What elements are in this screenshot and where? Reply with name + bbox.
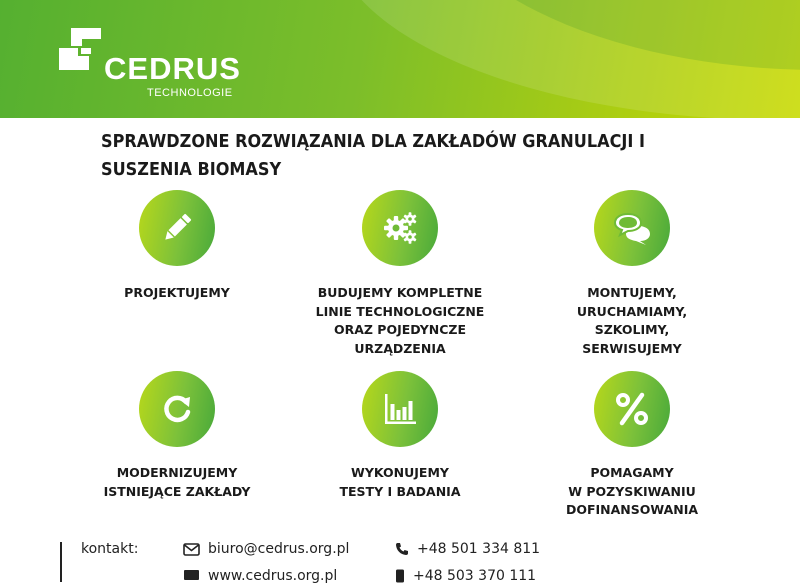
phone-1-text: +48 501 334 811: [417, 541, 541, 557]
brand-subtitle: TECHNOLOGIE: [147, 87, 233, 99]
contact-phone-1[interactable]: [395, 541, 540, 557]
service-icon-circle: [362, 371, 438, 447]
header-banner: [0, 0, 800, 118]
contact-label: kontakt:: [81, 541, 139, 557]
service-testing: [295, 371, 505, 501]
service-icon-circle: [594, 371, 670, 447]
service-icon-circle: [139, 371, 215, 447]
contact-divider: [60, 542, 62, 582]
service-modernize: [72, 371, 282, 501]
service-funding: [527, 371, 737, 520]
website-text: www.cedrus.org.pl: [208, 568, 338, 584]
percent-icon: [612, 389, 652, 429]
service-build: [295, 190, 505, 358]
email-text: biuro@cedrus.org.pl: [208, 541, 350, 557]
pencil-icon: [157, 208, 197, 248]
bar-chart-icon: [380, 389, 420, 429]
page-headline: SPRAWDZONE ROZWIĄZANIA DLA ZAKŁADÓW GRANULACJI I SUSZENIA BIOMASY: [101, 132, 645, 180]
contact-phone-2[interactable]: [395, 568, 536, 584]
gears-icon: [380, 208, 420, 248]
service-label: MONTUJEMY, URUCHAMIAMY, SZKOLIMY, SERWISUJEMY: [576, 285, 688, 356]
mobile-phone-icon: [395, 569, 405, 583]
chat-bubbles-icon: [612, 208, 652, 248]
logo-mark-icon: [57, 26, 103, 72]
service-install: [527, 190, 737, 358]
service-label: PROJEKTUJEMY: [124, 285, 230, 300]
service-label: POMAGAMY W POZYSKIWANIU DOFINANSOWANIA: [565, 465, 699, 517]
refresh-icon: [157, 389, 197, 429]
service-label: BUDUJEMY KOMPLETNE LINIE TECHNOLOGICZNE ORAZ POJEDYNCZE URZĄDZENIA: [315, 285, 485, 356]
phone-icon: [395, 542, 409, 556]
service-label: MODERNIZUJEMY ISTNIEJĄCE ZAKŁADY: [103, 465, 251, 499]
service-icon-circle: [139, 190, 215, 266]
monitor-icon: [183, 569, 200, 583]
envelope-icon: [183, 543, 200, 556]
service-icon-circle: [594, 190, 670, 266]
contact-website[interactable]: [183, 568, 337, 584]
service-label: WYKONUJEMY TESTY I BADANIA: [339, 465, 461, 499]
contact-email[interactable]: [183, 541, 349, 557]
service-design: [72, 190, 282, 303]
service-icon-circle: [362, 190, 438, 266]
brand-name: CEDRUS: [104, 51, 241, 86]
phone-2-text: +48 503 370 111: [413, 568, 537, 584]
